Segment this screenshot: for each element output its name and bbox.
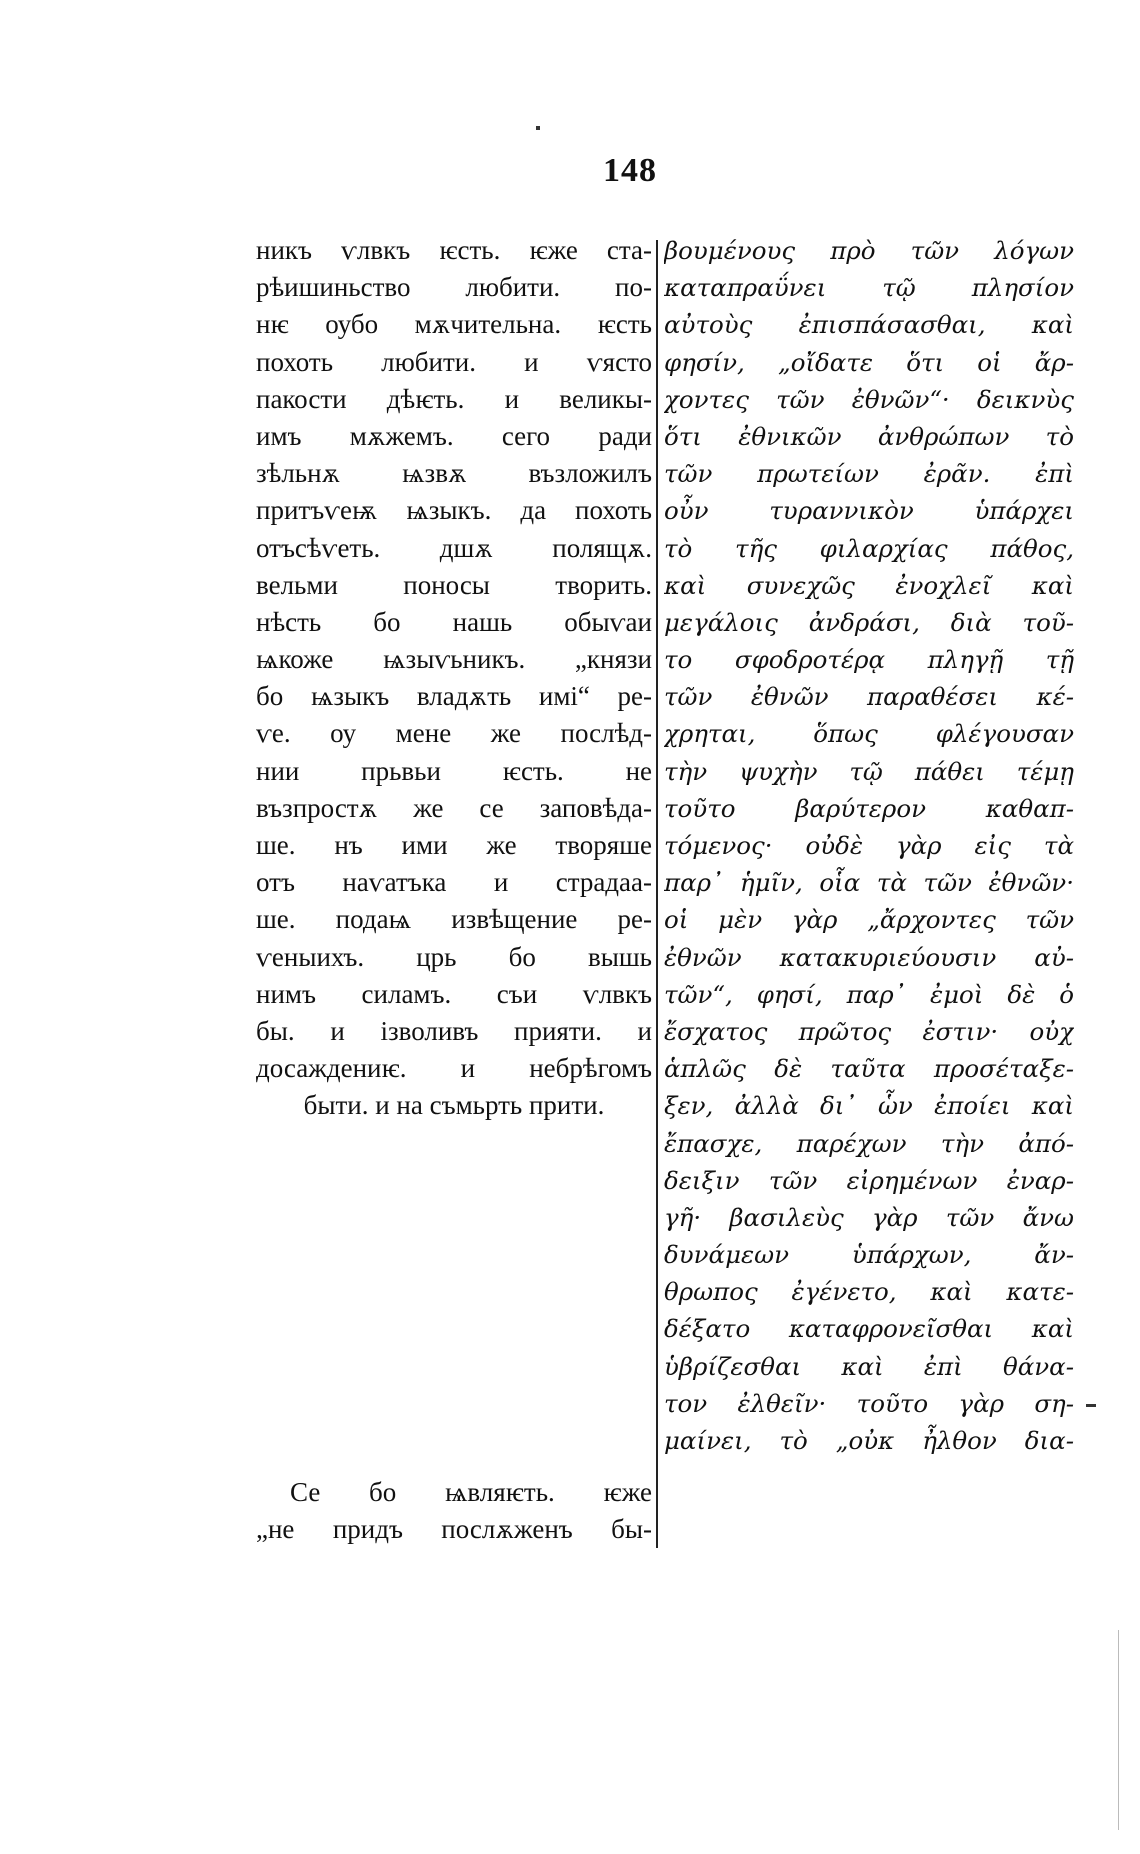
text-line: τον ἐλθεῖν· τοῦτο γὰρ ση-: [664, 1388, 1074, 1418]
text-line: βουμένους πρὸ τῶν λόγων: [664, 236, 1074, 265]
text-line: зѣльнѫ ѩзвѫ възложилъ: [256, 458, 652, 489]
text-line: οἱ μὲν γὰρ „ἄρχοντες τῶν: [664, 905, 1074, 935]
text-line: δέξατο καταφρονεῖσθαι καὶ: [664, 1314, 1074, 1344]
text-line: рѣишиньство любити. по-: [256, 272, 652, 303]
text-line: Се бо ѩвляѥть. ѥже: [290, 1477, 652, 1507]
text-line: ἔπασχε, παρέχων τὴν ἀπό-: [664, 1128, 1074, 1158]
text-line: досаждениѥ. и небрѣгомъ: [256, 1053, 652, 1084]
text-line: „не придъ послѫженъ бы-: [256, 1514, 652, 1545]
text-line: τοῦτο βαρύτερον καθαπ-: [664, 793, 1074, 823]
church-slavonic-paragraph-start: [256, 1474, 652, 1548]
text-line: ἔσχατος πρῶτος ἐστιν· οὐχ: [664, 1016, 1074, 1046]
text-line: възпростѫ же се заповѣда-: [256, 792, 652, 823]
text-line: τόμενος· οὐδὲ γὰρ εἰς τὰ: [664, 831, 1074, 860]
text-line: вельми поносы творить.: [256, 569, 652, 600]
text-line: никъ ѵлвкъ ѥсть. ѥже ста-: [256, 235, 652, 265]
text-line: ше. нъ ими же творяше: [256, 830, 652, 860]
text-line: похоть любити. и ѵясто: [256, 346, 652, 377]
text-line: ἐθνῶν κατακυριεύουσιν αὐ-: [664, 942, 1074, 972]
text-line: ὑβρίζεσθαι καὶ ἐπὶ θάνα-: [664, 1351, 1074, 1381]
column-divider: [656, 240, 658, 1548]
text-line: δειξιν τῶν εἰρημένων ἐναρ-: [664, 1165, 1074, 1195]
text-line: δυνάμεων ὑπάρχων, ἄν-: [664, 1240, 1074, 1270]
text-line: αὐτοὺς ἐπισπάσασθαι, καὶ: [664, 310, 1074, 340]
page-number: 148: [603, 152, 657, 189]
text-line: το σφοδροτέρᾳ πληγῇ τῇ: [664, 645, 1074, 675]
text-line: ὅτι ἐθνικῶν ἀνθρώπων τὸ: [664, 421, 1074, 451]
margin-mark: [1086, 1404, 1096, 1407]
text-line: нѣсть бо нашь обыѵаи: [256, 606, 652, 637]
text-line: τῶν πρωτείων ἐρᾶν. ἐπὶ: [664, 459, 1074, 489]
text-line: καταπραΰνει τῷ πλησίον: [664, 273, 1074, 303]
text-line: τῶν“, φησί, παρ᾿ ἐμοὶ δὲ ὁ: [664, 979, 1074, 1009]
text-line: быти. и на съмьрть прити.: [303, 1090, 605, 1121]
text-line: οὖν τυραννικὸν ὑπάρχει: [664, 496, 1074, 526]
margin-mark: [536, 126, 540, 130]
text-line: θρωπος ἐγένετο, καὶ κατε-: [664, 1277, 1074, 1307]
text-line: ѩкоже ѩзыѵьникъ. „князи: [256, 644, 652, 675]
text-line: χρηται, ὅπως φλέγουσαν: [664, 719, 1074, 749]
text-line: φησίν, „οἴδατε ὅτι οἱ ἄρ-: [664, 347, 1074, 377]
text-line: имъ мѫжемъ. сего ради: [256, 420, 652, 451]
text-line: нимъ силамъ. съи ѵлвкъ: [256, 978, 652, 1009]
scan-edge-line: [1118, 1630, 1119, 1830]
text-line: ξεν, ἀλλὰ δι᾿ ὧν ἐποίει καὶ: [664, 1091, 1074, 1121]
text-line: παρ᾿ ἡμῖν, οἷα τὰ τῶν ἐθνῶν·: [664, 868, 1074, 898]
text-line: ἁπλῶς δὲ ταῦτα προσέταξε-: [664, 1054, 1074, 1084]
text-line: καὶ συνεχῶς ἐνοχλεῖ καὶ: [664, 570, 1074, 600]
text-line: бо ѩзыкъ владѫть имі“ ре-: [256, 681, 652, 712]
text-line: ѵеныихъ. црь бо вышь: [256, 941, 652, 972]
text-line: ше. подаѩ извѣщение ре-: [256, 904, 652, 935]
text-line: μαίνει, τὸ „οὐκ ἦλθον δια-: [664, 1426, 1074, 1455]
text-line: нии прьвьи ѥсть. не: [256, 755, 652, 786]
text-line: τὸ τῆς φιλαρχίας πάθος,: [664, 533, 1074, 563]
text-line: отъсѣѵеть. дшѫ полящѫ.: [256, 532, 652, 563]
text-line: μεγάλοις ἀνδράσι, διὰ τοῦ-: [664, 607, 1074, 637]
text-line: пакости дѣѥть. и великы-: [256, 383, 652, 414]
church-slavonic-column: [256, 232, 652, 1125]
text-line: бы. и ізволивъ прияти. и: [256, 1015, 652, 1046]
text-line: отъ наѵатъка и страдаа-: [256, 867, 652, 898]
text-line: притъѵеѭ ѩзыкъ. да похоть: [256, 495, 652, 526]
text-line: ѵе. оу мене же послѣд-: [256, 718, 652, 749]
text-line: τὴν ψυχὴν τῷ πάθει τέμῃ: [664, 756, 1074, 786]
text-line: τῶν ἐθνῶν παραθέσει κέ-: [664, 682, 1074, 712]
greek-column: [664, 232, 1074, 1459]
text-line: χοντες τῶν ἐθνῶν“· δεικνὺς: [664, 384, 1074, 414]
text-line: γῆ· βασιλεὺς γὰρ τῶν ἄνω: [664, 1202, 1074, 1232]
text-line: нѥ оубо мѫчительна. ѥсть: [256, 309, 652, 340]
